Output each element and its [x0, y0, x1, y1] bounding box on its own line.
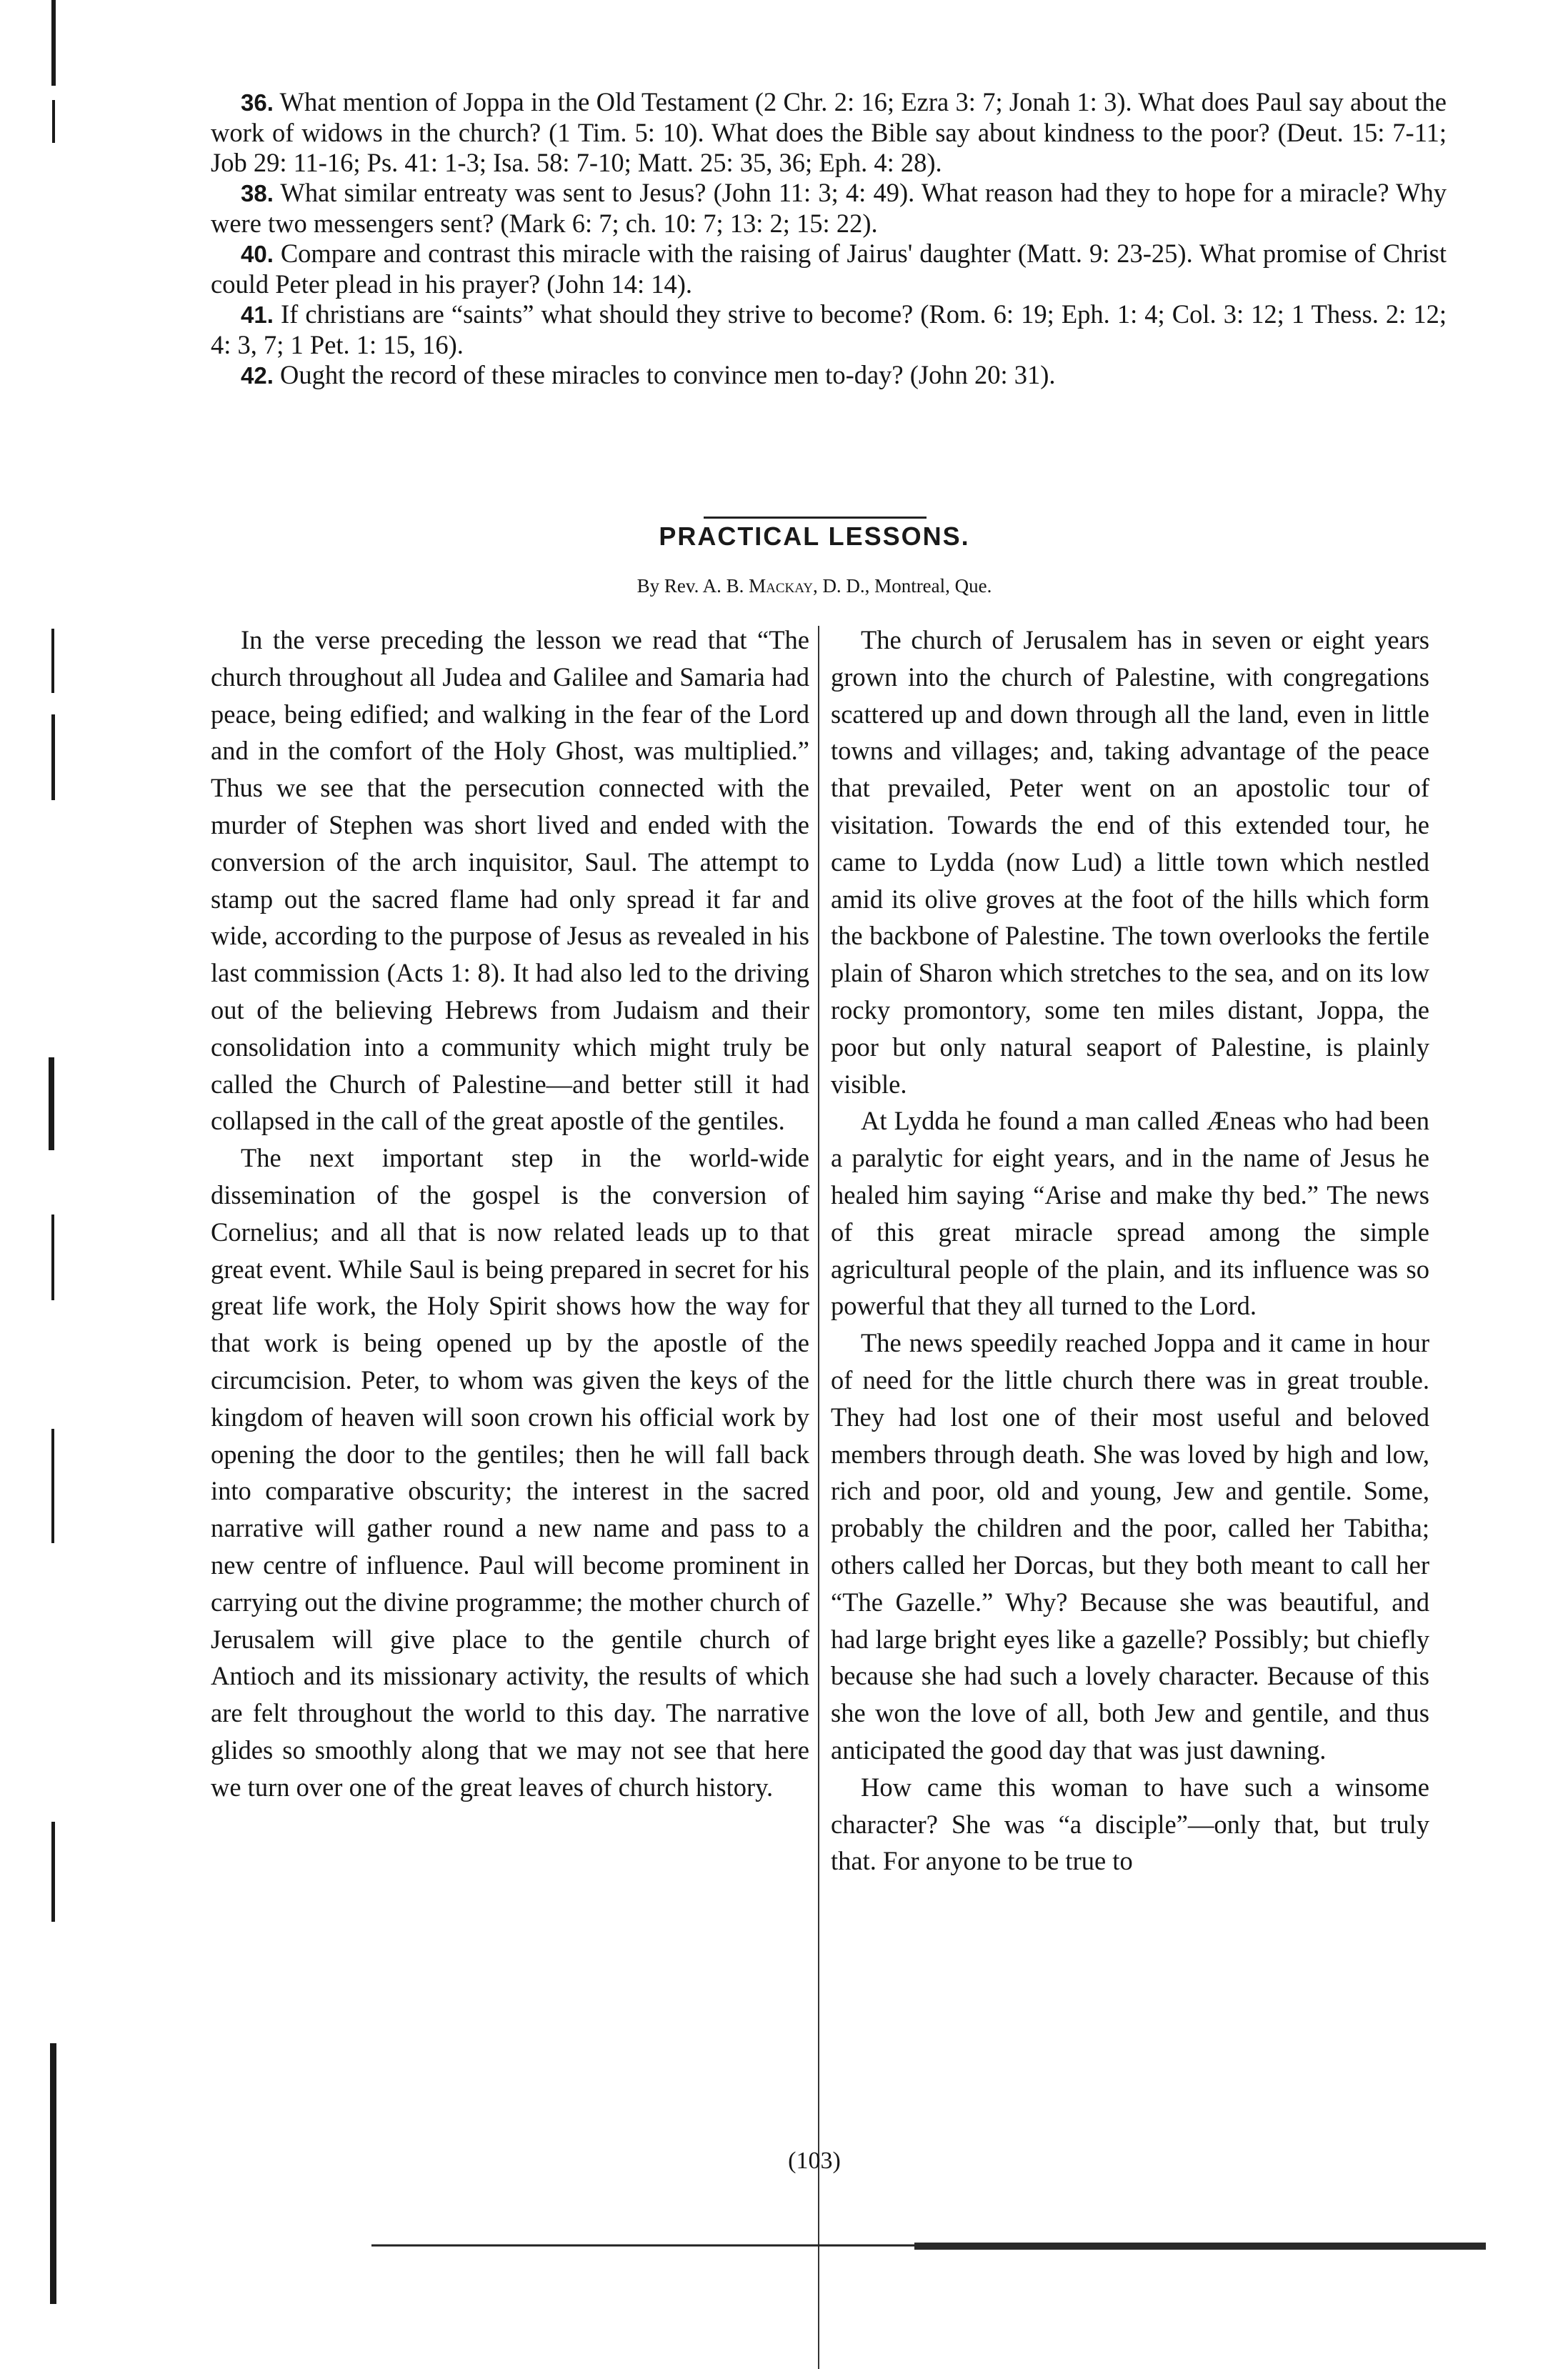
byline-prefix: By Rev. A. B. [636, 575, 744, 597]
section-title: PRACTICAL LESSONS. [659, 522, 970, 551]
byline-suffix: , D. D., Montreal, Que. [812, 575, 992, 597]
question-number: 36. [241, 89, 274, 116]
question-text: Compare and contrast this miracle with the raising of Jairus' daughter (Matt. 9: 23-25). What promise of Christ could Peter plead in his prayer? (John 14: 14). [211, 239, 1447, 299]
question-text: What mention of Joppa in the Old Testament (2 Chr. 2: 16; Ezra 3: 7; Jonah 1: 3). What does Paul say about the work of widows in the church? (1 Tim. 5: 10). What does the Bible say about kindness to the poor? (Deut. 15: 7-11; Job 29: 11-16; Ps. 41: 1-3; Isa. 58: 7-10; Matt. 25: 35, 36; Eph. 4: 28). [211, 87, 1447, 177]
paragraph: The church of Jerusalem has in seven or eight years grown into the church of Palestine, with congregations scattered up and down through all the land, even in little towns and villages; and, taking advantage of the peace that prevailed, Peter went on an apostolic tour of visitation. Towards the end of this extended tour, he came to Lydda (now Lud) a little town which nestled amid its olive groves at the foot of the hills which form the backbone of Palestine. The town overlooks the fertile plain of Sharon which stretches to the sea, and on its low rocky promontory, some ten miles distant, Joppa, the poor but only natural seaport of Palestine, is plainly visible. [831, 625, 1429, 1099]
question-number: 38. [241, 180, 274, 206]
column-divider [818, 626, 819, 2369]
question-41 [211, 299, 1447, 360]
section-divider [704, 517, 927, 519]
author-name: Mackay [749, 575, 813, 597]
paragraph: In the verse preceding the lesson we read that “The church throughout all Judea and Galilee and Samaria had peace, being edified; and walking in the fear of the Lord and in the comfort of the Holy Ghost, was multiplied.” Thus we see that the persecution connected with the murder of Stephen was short lived and ended with the conversion of the arch inquisitor, Saul. The attempt to stamp out the sacred flame had only spread it far and wide, according to the purpose of Jesus as revealed in his last commission (Acts 1: 8). It had also led to the driving out of the believing Hebrews from Judaism and their consolidation into a community which might truly be called the Church of Palestine—and better still it had collapsed in the call of the great apostle of the gentiles. [211, 625, 809, 1136]
byline [500, 575, 1129, 597]
question-42 [211, 360, 1447, 391]
question-38 [211, 178, 1447, 239]
bottom-rule [371, 2241, 1486, 2251]
question-text: What similar entreaty was sent to Jesus? (John 11: 3; 4: 49). What reason had they to hope for a miracle? Why were two messengers sent? (Mark 6: 7; ch. 10: 7; 13: 2; 15: 22). [211, 178, 1447, 238]
paragraph: The news speedily reached Joppa and it came in hour of need for the little church there was in great trouble. They had lost one of their most useful and beloved members through death. She was loved by high and low, rich and poor, old and young, Jew and gentile. Some, probably the children and the poor, called her Tabitha; others called her Dorcas, but they both meant to call her “The Gazelle.” Why? Because she was beautiful, and had large bright eyes like a gazelle? Possibly; but chiefly because she had such a lovely character. Because of this she won the love of all, both Jew and gentile, and thus anticipated the good day that was just dawning. [831, 1328, 1429, 1765]
paragraph: At Lydda he found a man called Æneas who had been a paralytic for eight years, and in the name of Jesus he healed him saying “Arise and make thy bed.” The news of this great miracle spread among the simple agricultural people of the plain, and its influence was so powerful that they all turned to the Lord. [831, 1106, 1429, 1321]
question-text: Ought the record of these miracles to convince men to-day? (John 20: 31). [280, 360, 1056, 389]
right-column [831, 622, 1429, 1880]
paragraph: The next important step in the world-wide dissemination of the gospel is the conversion of Cornelius; and all that is now related leads up to that great event. While Saul is being prepared in secret for his great life work, the Holy Spirit shows how the way for that work is being opened up by the apostle of the circumcision. Peter, to whom was given the keys of the kingdom of heaven will soon crown his official work by opening the door to the gentiles; then he will fall back into comparative obscurity; the interest in the sacred narrative will gather round a new name and pass to a new centre of influence. Paul will become prominent in carrying out the divine programme; the mother church of Jerusalem will give place to the gentile church of Antioch and its missionary activity, the results of which are felt throughout the world to this day. The narrative glides so smoothly along that we may not see that here we turn over one of the great leaves of church history. [211, 1143, 809, 1802]
question-36 [211, 87, 1447, 178]
scan-edge-left [41, 0, 66, 2304]
question-number: 42. [241, 362, 274, 389]
review-questions [211, 87, 1447, 391]
question-text: If christians are “saints” what should they strive to become? (Rom. 6: 19; Eph. 1: 4; Col. 3: 12; 1 Thess. 2: 12; 4: 3, 7; 1 Pet. 1: 15, 16). [211, 299, 1447, 359]
question-number: 40. [241, 241, 274, 267]
question-40 [211, 239, 1447, 299]
left-column [211, 622, 809, 1806]
page-number: (103) [788, 2148, 841, 2174]
question-number: 41. [241, 301, 274, 328]
paragraph: How came this woman to have such a winsome character? She was “a disciple”—only that, but truly that. For anyone to be true to [831, 1772, 1429, 1876]
